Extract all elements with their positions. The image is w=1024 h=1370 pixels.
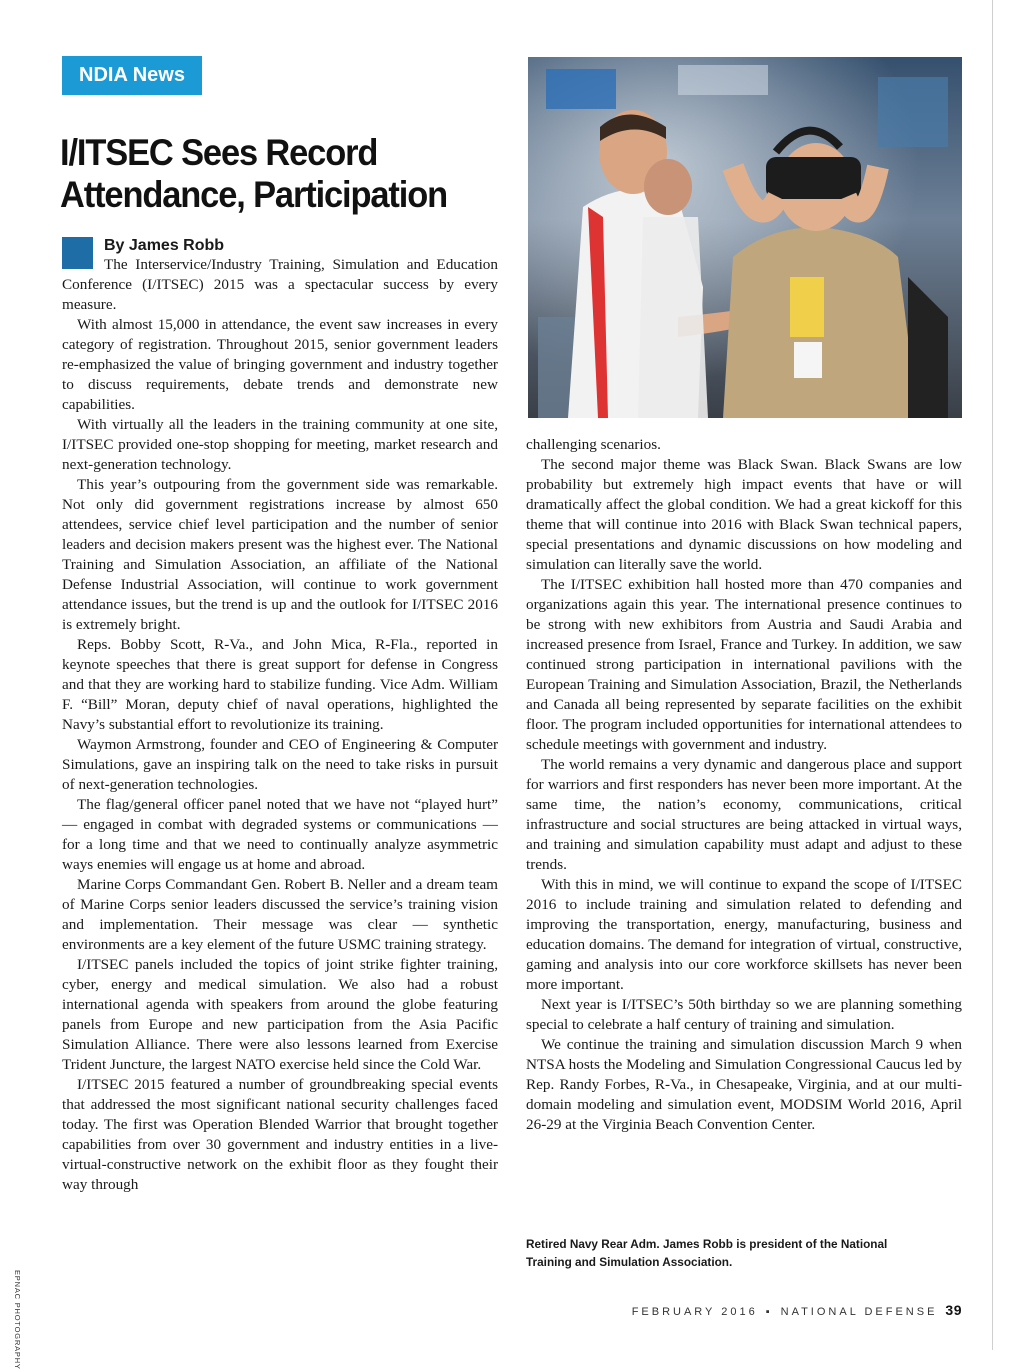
article-paragraph: I/ITSEC panels included the topics of joint strike fighter training, cyber, energy and medical simulation. We also had a robust international agenda with speakers from around the globe featuring panels from Europe and new participation from the Asia Pacific Simulation Alliance. There were also lessons learned from Exercise Trident Juncture, the largest NATO exercise held since the Cold War.	[62, 956, 498, 1073]
photo-credit: EPNAC PHOTOGRAPHY	[13, 1270, 22, 1370]
headline: I/ITSEC Sees Record Attendance, Participation	[60, 132, 448, 215]
article-paragraph: I/ITSEC 2015 featured a number of groundbreaking special events that addressed the most significant national security challenges faced today. The first was Operation Blended Warrior that brought together capabilities from over 30 government and industry entities in a live-virtual-constructive network on the exhibit floor as they fought their way through	[62, 1076, 498, 1193]
section-tag: NDIA News	[62, 56, 202, 95]
article-paragraph: Marine Corps Commandant Gen. Robert B. Neller and a dream team of Marine Corps senior leaders discussed the service’s training vision and implementation. Their message was clear — synthetic environments are a key element of the future USMC training strategy.	[62, 876, 498, 953]
article-paragraph: The world remains a very dynamic and dangerous place and support for warriors and first responders has never been more important. At the same time, the nation’s economy, communications, critical infrastructure and social structures are being attacked in virtual ways, and training and simulation capability must adapt and adjust to these trends.	[526, 756, 962, 873]
article-paragraph: Reps. Bobby Scott, R-Va., and John Mica, R-Fla., reported in keynote speeches that there is great support for defense in Congress and that they are working hard to stabilize funding. Vice Adm. William F. “Bill” Moran, deputy chief of naval operations, highlighted the Navy’s substantial effort to revolutionize its training.	[62, 636, 498, 733]
footer-separator: ▪	[765, 1306, 773, 1318]
article-paragraph: The flag/general officer panel noted that we have not “played hurt” — engaged in combat with degraded systems or communications — for a long time and that we need to continually analyze asymmetric ways enemies will engage us at home and abroad.	[62, 796, 498, 873]
article-paragraph: The Interservice/Industry Training, Simulation and Education Conference (I/ITSEC) 2015 was a spectacular success by every measure.	[62, 256, 498, 313]
article-paragraph: With almost 15,000 in attendance, the event saw increases in every category of registration. Throughout 2015, senior government leaders re-emphasized the value of bringing government and industry together to discuss requirements, debate trends and demonstrate new capabilities.	[62, 316, 498, 413]
footer-publication: NATIONAL DEFENSE	[780, 1306, 938, 1318]
article-column-right	[526, 435, 962, 1135]
article-paragraph: With virtually all the leaders in the training community at one site, I/ITSEC provided one-stop shopping for meeting, market research and next-generation technology.	[62, 416, 498, 473]
article-paragraph: The I/ITSEC exhibition hall hosted more than 470 companies and organizations again this year. The international presence continues to be strong with new exhibitors from Austria and Saudi Arabia and increased presence from Israel, France and Turkey. In addition, we saw continued strong participation in international pavilions with the European Training and Simulation Association, Brazil, the Netherlands and Canada all being represented by separate facilities on the exhibit floor. The program included opportunities for international attendees to schedule meetings with government and industry.	[526, 576, 962, 753]
article-column-left	[62, 255, 498, 1195]
author-bio: Retired Navy Rear Adm. James Robb is president of the National Training and Simulation Association.	[526, 1237, 888, 1269]
page-edge-rule	[992, 0, 993, 1350]
article-paragraph: With this in mind, we will continue to expand the scope of I/ITSEC 2016 to include training and simulation related to defending and improving the transportation, energy, manufacturing, business and education domains. The demand for integration of virtual, constructive, gaming and analysis into our core workforce skillsets has never been more important.	[526, 876, 962, 993]
vr-headset-demo-photo	[528, 57, 962, 418]
article-paragraph: Next year is I/ITSEC’s 50th birthday so we are planning something special to celebrate a half century of training and simulation.	[526, 996, 962, 1033]
article-paragraph: The second major theme was Black Swan. Black Swans are low probability but extremely high impact events that have or will dramatically affect the global condition. We had a great kickoff for this theme that will continue into 2016 with Black Swan technical papers, special presentations and dynamic discussions on how modeling and simulation can literally save the world.	[526, 456, 962, 573]
article-paragraph: We continue the training and simulation discussion March 9 when NTSA hosts the Modeling and Simulation Congressional Caucus led by Rep. Randy Forbes, R-Va., in Chesapeake, Virginia, and at our multi-domain modeling and simulation event, MODSIM World 2016, April 26-29 at the Virginia Beach Convention Center.	[526, 1036, 962, 1133]
article-photo	[528, 57, 962, 418]
page-number: 39	[945, 1302, 962, 1318]
article-paragraph: This year’s outpouring from the government side was remarkable. Not only did government registrations increase by almost 650 attendees, service chief level participation and the number of senior leaders and decision makers present was the highest ever. The National Training and Simulation Association, an affiliate of the National Defense Industrial Association, will continue to work government attendance issues, but the trend is up and the outlook for I/ITSEC 2016 is extremely bright.	[62, 476, 498, 633]
article-paragraph: Waymon Armstrong, founder and CEO of Engineering & Computer Simulations, gave an inspiring talk on the need to take risks in pursuit of next-generation technologies.	[62, 736, 498, 793]
byline: By James Robb	[104, 237, 225, 254]
article-paragraph: challenging scenarios.	[526, 436, 661, 453]
footer-issue: FEBRUARY 2016	[631, 1306, 758, 1318]
page-footer	[632, 1302, 962, 1318]
